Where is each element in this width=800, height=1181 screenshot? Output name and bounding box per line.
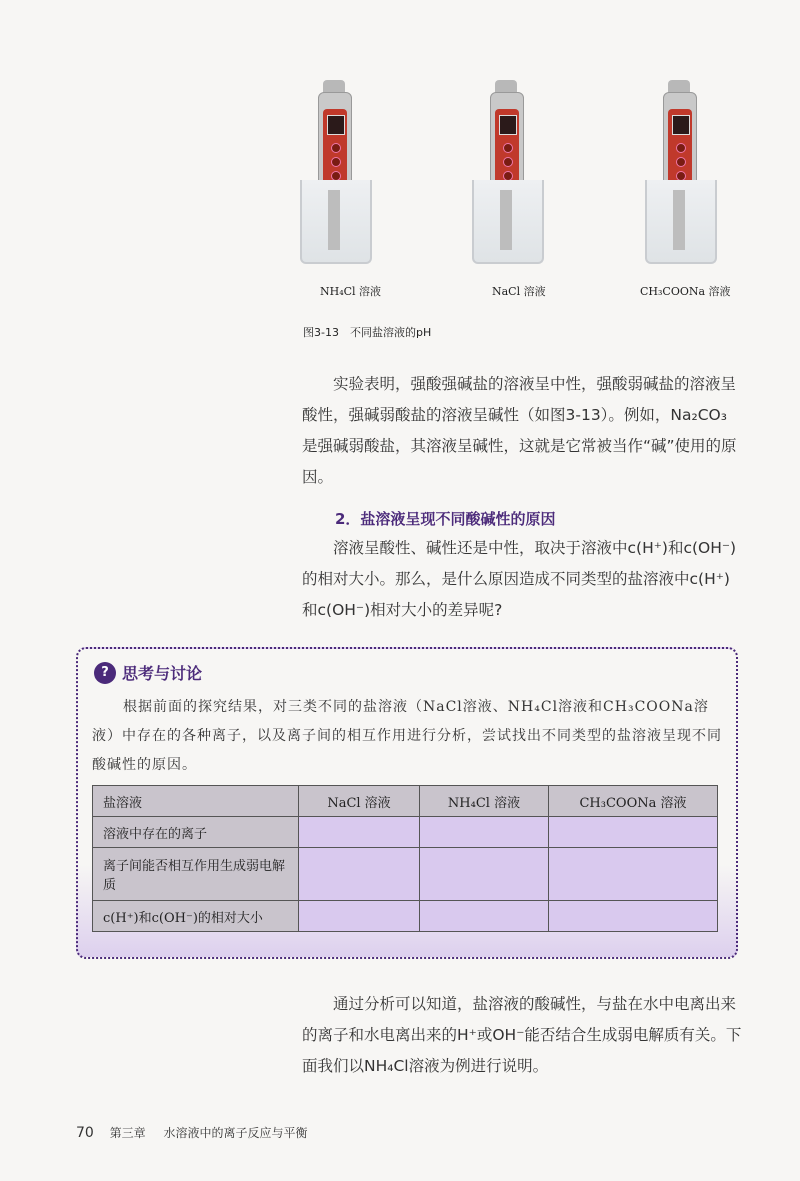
- table-cell: [549, 901, 718, 932]
- discussion-box: [76, 647, 738, 959]
- chapter-label: 第三章: [109, 1126, 146, 1140]
- table-cell: [420, 817, 549, 848]
- table-header: CH₃COONa 溶液: [549, 786, 718, 817]
- figure-label-ch3coona: CH₃COONa 溶液: [640, 285, 731, 298]
- row-label: 溶液中存在的离子: [93, 817, 299, 848]
- paragraph-question: 溶液呈酸性、碱性还是中性，取决于溶液中c(H⁺)和c(OH⁻)的相对大小。那么，是什么原因造成不同类型的盐溶液中c(H⁺)和c(OH⁻)相对大小的差异呢?: [302, 539, 737, 619]
- question-icon: ?: [94, 662, 116, 684]
- table-cell: [299, 901, 420, 932]
- figure-label-nacl: NaCl 溶液: [492, 285, 546, 298]
- figure-caption: 图3-13 不同盐溶液的pH: [303, 326, 432, 339]
- table-cell: [299, 817, 420, 848]
- discussion-table: [92, 785, 718, 932]
- table-row: [93, 848, 718, 901]
- table-header: NaCl 溶液: [299, 786, 420, 817]
- ph-meter-image: [290, 80, 380, 280]
- table-row: [93, 817, 718, 848]
- row-label: c(H⁺)和c(OH⁻)的相对大小: [93, 901, 299, 932]
- table-cell: [549, 848, 718, 901]
- page-footer: [76, 1124, 308, 1141]
- table-cell: [299, 848, 420, 901]
- row-label: 离子间能否相互作用生成弱电解质: [93, 848, 299, 901]
- table-header: 盐溶液: [93, 786, 299, 817]
- paragraph-conclusion: 通过分析可以知道，盐溶液的酸碱性，与盐在水中电离出来的离子和水电离出来的H⁺或OH⁻能否结合生成弱电解质有关。下面我们以NH₄Cl溶液为例进行说明。: [302, 995, 742, 1075]
- paragraph-intro: 实验表明，强酸强碱盐的溶液呈中性，强酸弱碱盐的溶液呈酸性，强碱弱酸盐的溶液呈碱性（如图3-13）。例如，Na₂CO₃是强碱弱酸盐，其溶液呈碱性，这就是它常被当作“碱”使用的原因。: [302, 375, 737, 486]
- table-header-row: [93, 786, 718, 817]
- figure-ph-meters: [290, 80, 760, 280]
- table-cell: [420, 848, 549, 901]
- table-header: NH₄Cl 溶液: [420, 786, 549, 817]
- discussion-title: [94, 661, 202, 684]
- section-title: 2．盐溶液呈现不同酸碱性的原因: [335, 510, 556, 528]
- chapter-title: 水溶液中的离子反应与平衡: [163, 1126, 308, 1140]
- table-row: [93, 901, 718, 932]
- discussion-text: 根据前面的探究结果，对三类不同的盐溶液（NaCl溶液、NH₄Cl溶液和CH₃COONa溶液）中存在的各种离子，以及离子间的相互作用进行分析，尝试找出不同类型的盐溶液呈现不同酸碱性的原因。: [92, 699, 722, 773]
- ph-meter-image: [462, 80, 552, 280]
- figure-label-nh4cl: NH₄Cl 溶液: [320, 285, 382, 298]
- page-number: 70: [76, 1125, 94, 1141]
- discussion-title-text: 思考与讨论: [122, 664, 203, 683]
- table-cell: [420, 901, 549, 932]
- ph-meter-image: [635, 80, 725, 280]
- table-cell: [549, 817, 718, 848]
